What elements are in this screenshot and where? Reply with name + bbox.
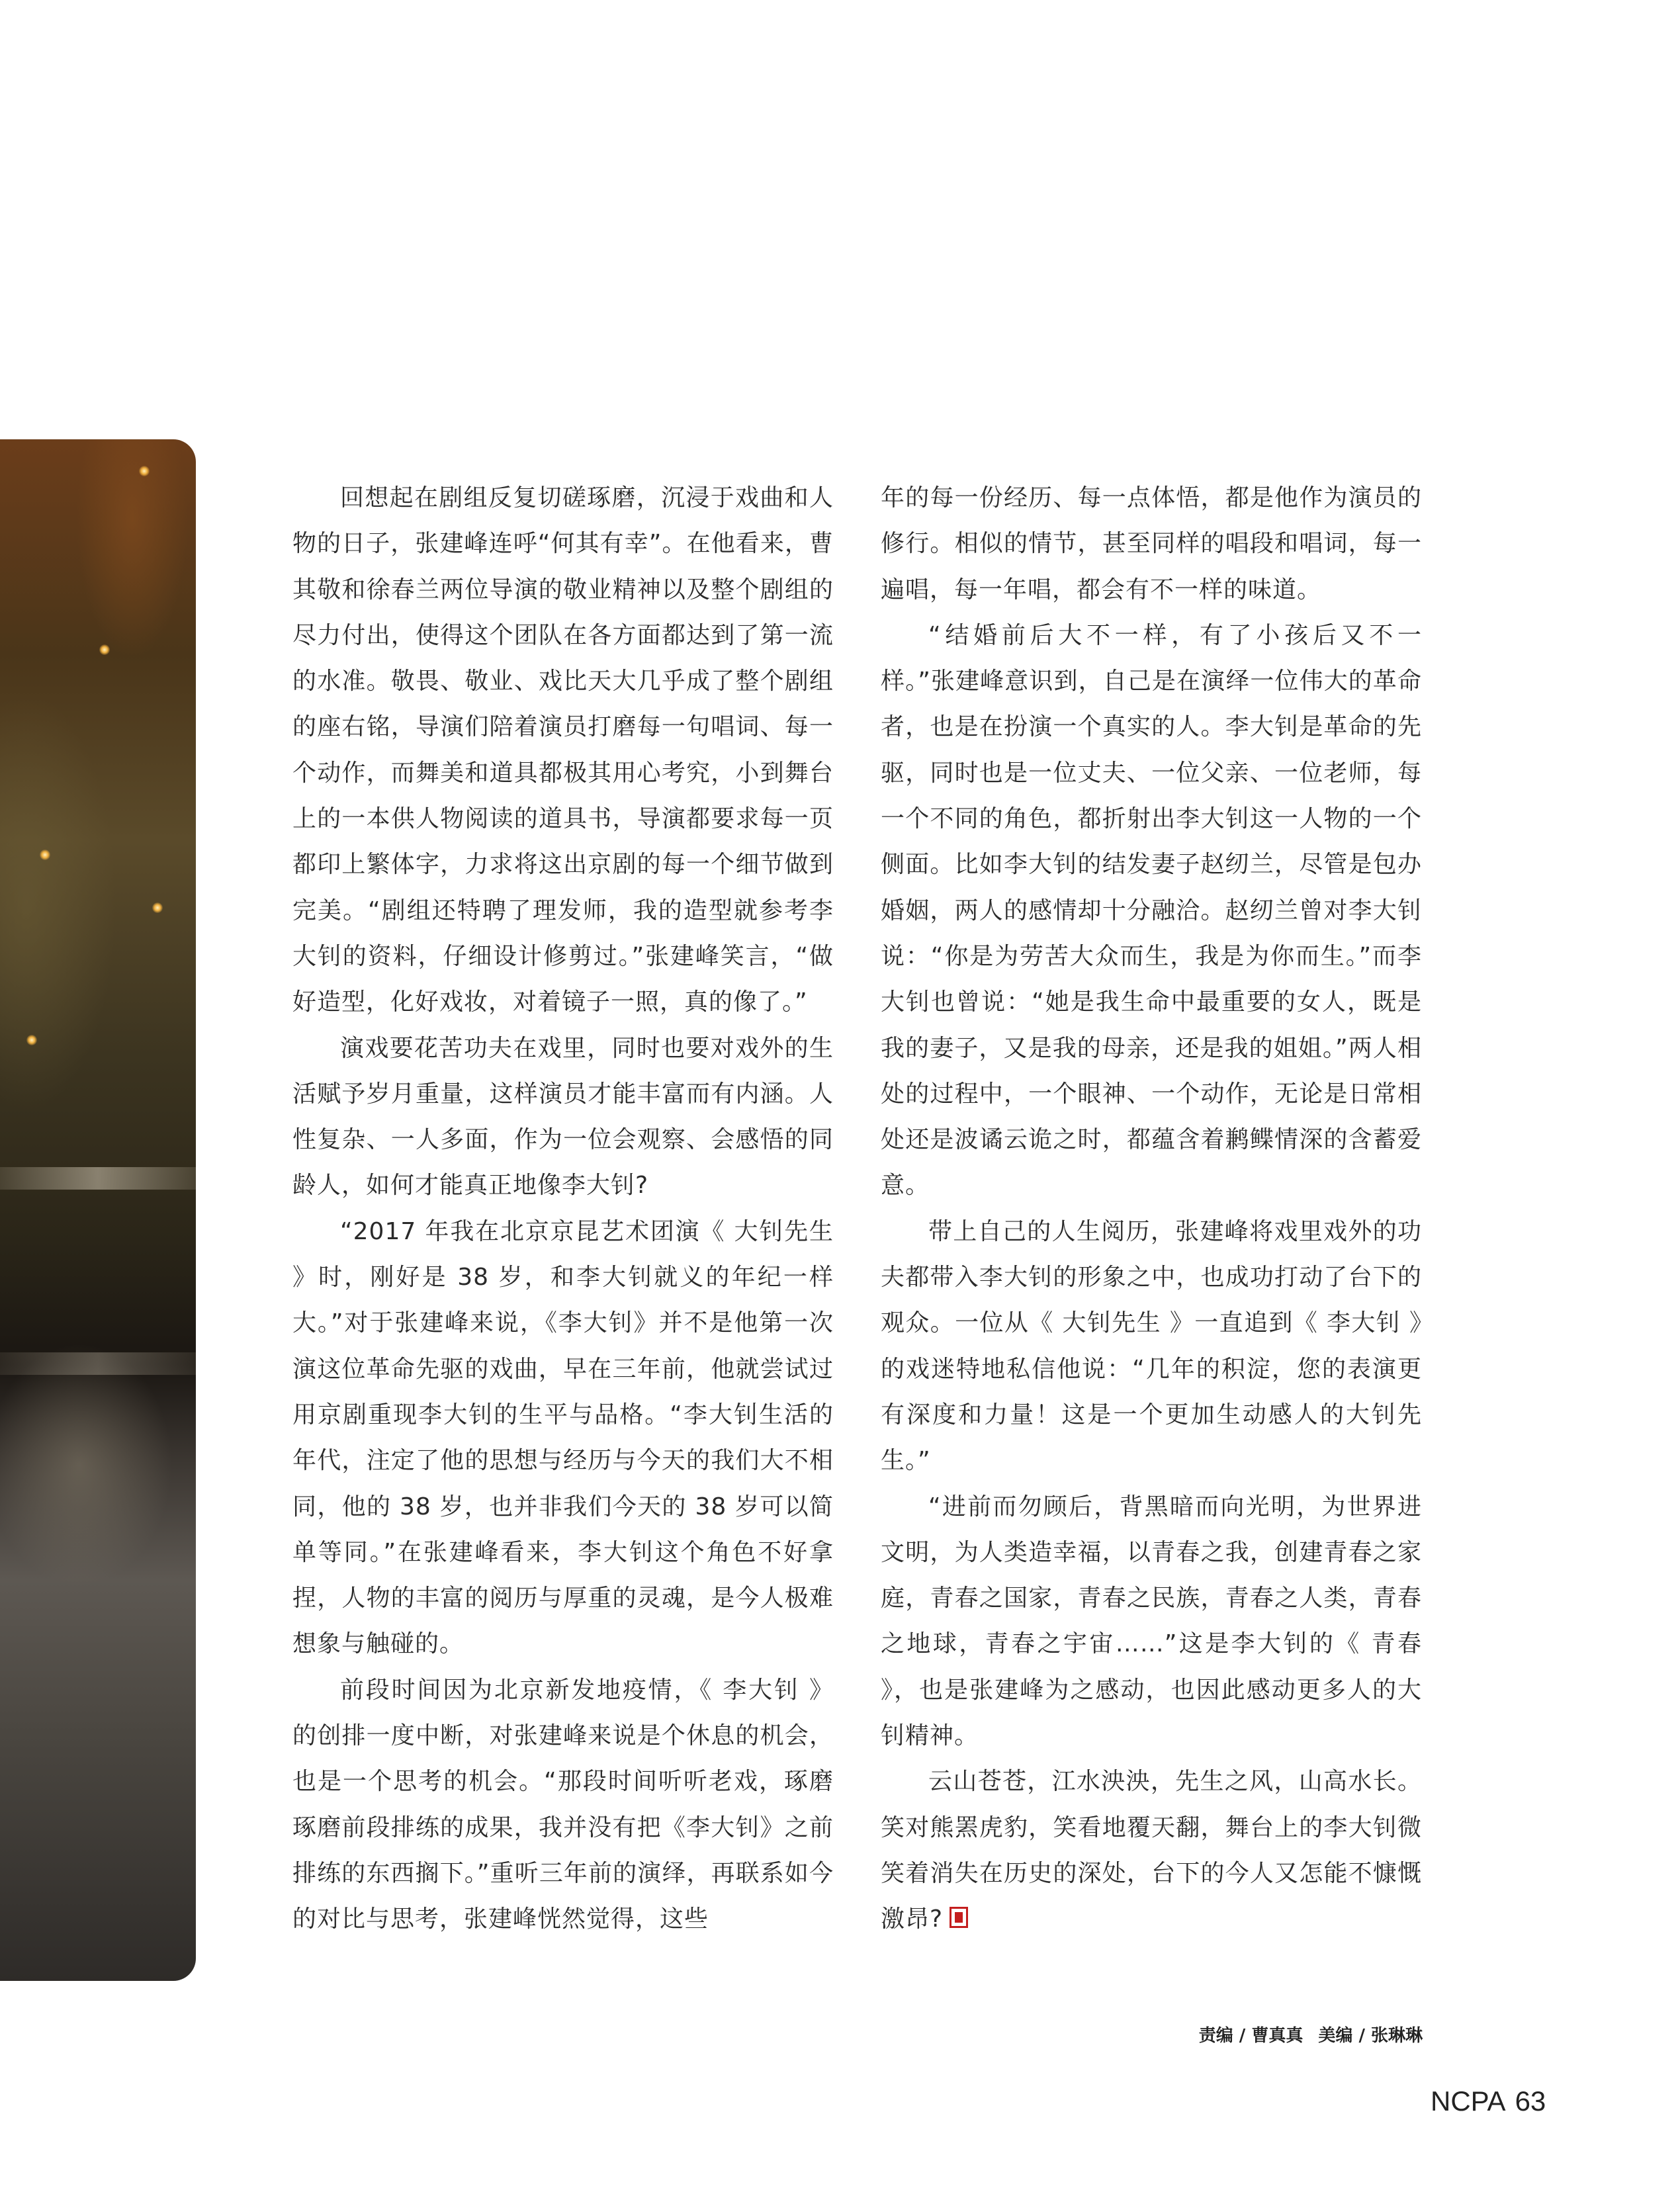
paragraph: 回想起在剧组反复切磋琢磨，沉浸于戏曲和人物的日子，张建峰连呼“何其有幸”。在他看来，曹其敬和徐春兰两位导演的敬业精神以及整个剧组的尽力付出，使得这个团队在各方面都达到了第一流的水准。敬畏、敬业、戏比天大几乎成了整个剧组的座右铭，导演们陪着演员打磨每一句唱词、每一个动作，而舞美和道具都极其用心考究，小到舞台上的一本供人物阅读的道具书，导演都要求每一页都印上繁体字，力求将这出京剧的每一个细节做到完美。“剧组还特聘了理发师，我的造型就参考李大钊的资料，仔细设计修剪过。”张建峰笑言，“做好造型，化好戏妆，对着镜子一照，真的像了。” [292, 484, 834, 1016]
page-folio [1431, 2085, 1546, 2117]
paragraph: “2017 年我在北京京昆艺术团演《 大钊先生 》时，刚好是 38 岁，和李大钊就义的年纪一样大。”对于张建峰来说，《李大钊》并不是他第一次演这位革命先驱的戏曲，早在三年前，他就尝试过用京剧重现李大钊的生平与品格。“李大钊生活的年代，注定了他的思想与经历与今天的我们大不相同，他的 38 岁，也并非我们今天的 38 岁可以简单等同。”在张建峰看来，李大钊这个角色不好拿捏，人物的丰富的阅历与厚重的灵魂，是今人极难想象与触碰的。 [292, 1217, 834, 1658]
stage-light [40, 850, 50, 860]
stage-railing [0, 1167, 196, 1190]
paragraph: 年的每一份经历、每一点体悟，都是他作为演员的修行。相似的情节，甚至同样的唱段和唱词，每一遍唱，每一年唱，都会有不一样的味道。 [881, 484, 1422, 603]
seal-icon [950, 1907, 968, 1928]
stage-light [99, 644, 110, 655]
paragraph: 演戏要花苦功夫在戏里，同时也要对戏外的生活赋予岁月重量，这样演员才能丰富而有内涵。人性复杂、一人多面，作为一位会观察、会感悟的同龄人，如何才能真正地像李大钊? [292, 1034, 834, 1200]
stage-floor-edge [0, 1352, 196, 1375]
editor-credit: 责编 / 曹真真 [1198, 2026, 1304, 2046]
paragraph-text: 云山苍苍，江水泱泱，先生之风，山高水长。笑对熊罴虎豹，笑看地覆天翻，舞台上的李大钊微笑着消失在历史的深处，台下的今人又怎能不慷慨激昂? [881, 1768, 1422, 1933]
paragraph: 带上自己的人生阅历，张建峰将戏里戏外的功夫都带入李大钊的形象之中，也成功打动了台下的观众。一位从《 大钊先生 》一直追到《 李大钊 》的戏迷特地私信他说：“几年的积淀，您的表演更有深度和力量！这是一个更加生动感人的大钊先生。” [881, 1217, 1422, 1475]
editor-credits [1178, 2022, 1423, 2046]
paragraph: “结婚前后大不一样，有了小孩后又不一样。”张建峰意识到，自己是在演绎一位伟大的革命者，也是在扮演一个真实的人。李大钊是革命的先驱，同时也是一位丈夫、一位父亲、一位老师，每一个不同的角色，都折射出李大钊这一人物的一个侧面。比如李大钊的结发妻子赵纫兰，尽管是包办婚姻，两人的感情却十分融洽。赵纫兰曾对李大钊说：“你是为劳苦大众而生，我是为你而生。”而李大钊也曾说：“她是我生命中最重要的女人，既是我的妻子，又是我的母亲，还是我的姐姐。”两人相处的过程中，一个眼神、一个动作，无论是日常相处还是波谲云诡之时，都蕴含着鹣鲽情深的含蓄爱意。 [881, 621, 1422, 1200]
page-number: 63 [1515, 2085, 1546, 2117]
paragraph: 前段时间因为北京新发地疫情，《 李大钊 》的创排一度中断，对张建峰来说是个休息的机会，也是一个思考的机会。“那段时间听听老戏，琢磨琢磨前段排练的成果，我并没有把《李大钊》之前排练的东西搁下。”重听三年前的演绎，再联系如今的对比与思考，张建峰恍然觉得，这些 [292, 1676, 834, 1933]
stage-light [26, 1035, 37, 1045]
article-column-right [881, 475, 1422, 1943]
stage-light [152, 902, 163, 913]
article-column-left [292, 475, 834, 1943]
paragraph: “进前而勿顾后，背黑暗而向光明，为世界进文明，为人类造幸福，以青春之我，创建青春之家庭，青春之国家，青春之民族，青春之人类，青春之地球，青春之宇宙……”这是李大钊的《 青春 》，也是张建峰为之感动，也因此感动更多人的大钊精神。 [881, 1493, 1422, 1750]
stage-photo [0, 439, 196, 1981]
designer-credit: 美编 / 张琳琳 [1318, 2026, 1423, 2046]
stage-light [139, 466, 150, 476]
closing-paragraph [881, 1759, 1422, 1942]
magazine-brand: NCPA [1431, 2085, 1506, 2117]
